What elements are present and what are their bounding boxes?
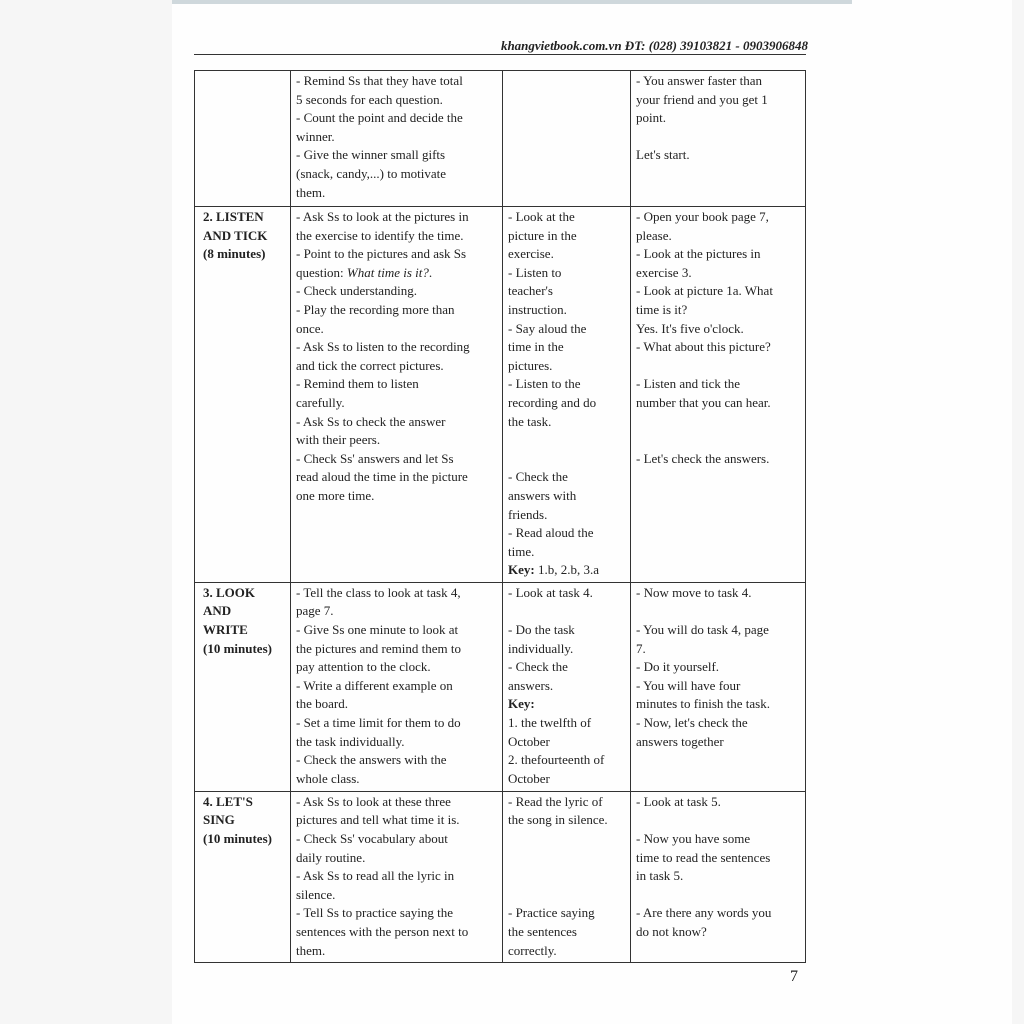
- text-line: - Set a time limit for them to do: [296, 715, 461, 731]
- text-line: winner.: [296, 128, 335, 144]
- text-line: - Listen to the: [508, 376, 581, 392]
- stage-cell: [195, 207, 291, 583]
- text-line: - Read aloud the: [508, 525, 594, 541]
- text-line: time is it?: [636, 301, 688, 317]
- blank-line: [508, 830, 625, 849]
- text-line: once.: [296, 320, 324, 336]
- text-line: exercise 3.: [636, 264, 692, 280]
- text-line: - Give Ss one minute to look at: [296, 622, 459, 638]
- text-line: 5 seconds for each question.: [296, 91, 443, 107]
- top-edge-strip: [172, 0, 852, 4]
- blank-line: [508, 431, 625, 450]
- text-line: in task 5.: [636, 868, 684, 884]
- text-line: - What about this picture?: [636, 339, 771, 355]
- teacher-language-cell: [631, 582, 806, 791]
- text-line: individually.: [508, 640, 574, 656]
- text-line: read aloud the time in the picture: [296, 469, 468, 485]
- blank-line: [508, 849, 625, 868]
- text-line: the pictures and remind them to: [296, 640, 461, 656]
- table-row: [195, 582, 806, 791]
- text-line: answers together: [636, 733, 724, 749]
- page-number: 7: [790, 968, 798, 985]
- text-line: number that you can hear.: [636, 394, 771, 410]
- text-line: 1. the twelfth of: [508, 715, 592, 731]
- text-line: October: [508, 733, 550, 749]
- text-line: the task individually.: [296, 733, 405, 749]
- text-line: - You answer faster than: [636, 73, 763, 88]
- text-line: WRITE: [203, 622, 248, 638]
- text-line: - Check Ss' answers and let Ss: [296, 450, 454, 466]
- text-line: and tick the correct pictures.: [296, 357, 444, 373]
- blank-line: [508, 886, 625, 905]
- text-line: instruction.: [508, 301, 567, 317]
- text-line: pay attention to the clock.: [296, 659, 431, 675]
- text-line: - Ask Ss to check the answer: [296, 413, 446, 429]
- text-line: - Let's check the answers.: [636, 450, 770, 466]
- text-line: - Say aloud the: [508, 320, 587, 336]
- text-line: (10 minutes): [203, 831, 272, 847]
- text-line: - Are there any words you: [636, 905, 772, 921]
- text-line: silence.: [296, 886, 336, 902]
- blank-line: [508, 867, 625, 886]
- text-line: AND: [203, 603, 232, 619]
- teacher-activities-cell: [291, 207, 503, 583]
- teacher-activities-cell: [291, 582, 503, 791]
- text-line: whole class.: [296, 770, 360, 786]
- text-line: - Look at the pictures in: [636, 246, 761, 262]
- teacher-activities-cell: [291, 791, 503, 962]
- text-line: pictures and tell what time it is.: [296, 812, 460, 828]
- blank-line: [636, 811, 800, 830]
- text-line: - Look at task 4.: [508, 584, 593, 600]
- text-line: - Read the lyric of: [508, 793, 603, 809]
- text-line: (10 minutes): [203, 640, 272, 656]
- text-line: the task.: [508, 413, 552, 429]
- text-line: question: What time is it?.: [296, 264, 433, 280]
- text-line: answers.: [508, 677, 554, 693]
- text-line: the exercise to identify the time.: [296, 227, 464, 243]
- page-header: khangvietbook.com.vn ĐT: (028) 39103821 - 0903906848: [500, 38, 808, 53]
- text-line: answers with: [508, 487, 577, 503]
- text-line: carefully.: [296, 394, 345, 410]
- text-line: Let's start.: [636, 147, 690, 163]
- text-line: correctly.: [508, 942, 557, 958]
- text-line: - Ask Ss to look at these three: [296, 793, 451, 809]
- text-line: 4. LET'S: [203, 793, 253, 809]
- text-line: sentences with the person next to: [296, 924, 469, 940]
- text-line: - Open your book page 7,: [636, 209, 769, 224]
- text-line: teacher's: [508, 283, 553, 299]
- blank-line: [636, 886, 800, 905]
- text-line: - Now you have some: [636, 831, 751, 847]
- blank-line: [636, 602, 800, 621]
- blank-line: [636, 413, 800, 432]
- text-line: (snack, candy,...) to motivate: [296, 165, 447, 181]
- students-activities-cell: [503, 207, 631, 583]
- text-line: - You will do task 4, page: [636, 622, 769, 638]
- text-line: time in the: [508, 339, 564, 355]
- text-line: recording and do: [508, 394, 597, 410]
- text-line: - Remind them to listen: [296, 376, 419, 392]
- students-activities-cell: [503, 71, 631, 207]
- text-line: (8 minutes): [203, 246, 266, 262]
- text-line: exercise.: [508, 246, 554, 262]
- teacher-language-cell: [631, 207, 806, 583]
- text-line: - Tell Ss to practice saying the: [296, 905, 453, 921]
- text-line: - Look at picture 1a. What: [636, 283, 773, 299]
- text-line: - Look at the: [508, 209, 575, 224]
- students-activities-cell: [503, 791, 631, 962]
- text-line: Yes. It's five o'clock.: [636, 320, 744, 336]
- text-line: - Write a different example on: [296, 677, 453, 693]
- text-line: - Do it yourself.: [636, 659, 720, 675]
- text-line: - Ask Ss to look at the pictures in: [296, 209, 469, 224]
- blank-line: [508, 602, 625, 621]
- text-line: Key: 1.b, 2.b, 3.a: [508, 562, 599, 578]
- text-line: 2. LISTEN: [203, 209, 264, 224]
- text-line: - Look at task 5.: [636, 793, 721, 809]
- text-line: - Practice saying: [508, 905, 595, 921]
- text-line: 7.: [636, 640, 646, 656]
- text-line: Key:: [508, 696, 535, 712]
- text-line: time.: [508, 543, 535, 559]
- text-line: - Ask Ss to read all the lyric in: [296, 868, 455, 884]
- text-line: SING: [203, 812, 235, 828]
- text-line: - Remind Ss that they have total: [296, 73, 463, 88]
- teacher-language-cell: [631, 791, 806, 962]
- text-line: - Now, let's check the: [636, 715, 748, 731]
- text-line: - Count the point and decide the: [296, 110, 463, 126]
- text-line: your friend and you get 1: [636, 91, 768, 107]
- blank-line: [636, 357, 800, 376]
- text-line: picture in the: [508, 227, 577, 243]
- blank-line: [636, 128, 800, 147]
- text-line: the sentences: [508, 924, 577, 940]
- text-line: the song in silence.: [508, 812, 608, 828]
- text-line: with their peers.: [296, 432, 381, 448]
- text-line: - You will have four: [636, 677, 741, 693]
- text-line: - Check Ss' vocabulary about: [296, 831, 448, 847]
- text-line: AND TICK: [203, 227, 268, 243]
- text-line: - Play the recording more than: [296, 301, 455, 317]
- teacher-activities-cell: [291, 71, 503, 207]
- table-row: [195, 71, 806, 207]
- text-line: one more time.: [296, 487, 375, 503]
- table-row: [195, 207, 806, 583]
- text-line: them.: [296, 942, 326, 958]
- text-line: 3. LOOK: [203, 584, 256, 600]
- text-line: friends.: [508, 506, 548, 522]
- text-line: 2. thefourteenth of: [508, 752, 605, 768]
- text-line: do not know?: [636, 924, 707, 940]
- text-line: - Listen and tick the: [636, 376, 740, 392]
- text-line: time to read the sentences: [636, 849, 771, 865]
- blank-line: [636, 431, 800, 450]
- text-line: - Point to the pictures and ask Ss: [296, 246, 467, 262]
- text-line: - Listen to: [508, 264, 562, 280]
- text-line: - Check the: [508, 659, 568, 675]
- text-line: - Give the winner small gifts: [296, 147, 446, 163]
- text-line: October: [508, 770, 550, 786]
- text-line: - Check the answers with the: [296, 752, 447, 768]
- students-activities-cell: [503, 582, 631, 791]
- text-line: - Tell the class to look at task 4,: [296, 584, 461, 600]
- stage-cell: [195, 71, 291, 207]
- lesson-plan-table: [194, 70, 806, 963]
- text-line: please.: [636, 227, 672, 243]
- text-line: daily routine.: [296, 849, 366, 865]
- text-line: - Check the: [508, 469, 568, 485]
- text-line: the board.: [296, 696, 348, 712]
- text-line: - Do the task: [508, 622, 575, 638]
- table-row: [195, 791, 806, 962]
- text-line: - Check understanding.: [296, 283, 417, 299]
- stage-cell: [195, 582, 291, 791]
- text-line: page 7.: [296, 603, 334, 619]
- stage-cell: [195, 791, 291, 962]
- text-line: - Ask Ss to listen to the recording: [296, 339, 470, 355]
- text-line: pictures.: [508, 357, 553, 373]
- blank-line: [508, 450, 625, 469]
- text-line: point.: [636, 110, 666, 126]
- header-rule: [194, 54, 806, 55]
- text-line: them.: [296, 184, 326, 200]
- text-line: minutes to finish the task.: [636, 696, 770, 712]
- teacher-language-cell: [631, 71, 806, 207]
- text-line: - Now move to task 4.: [636, 584, 752, 600]
